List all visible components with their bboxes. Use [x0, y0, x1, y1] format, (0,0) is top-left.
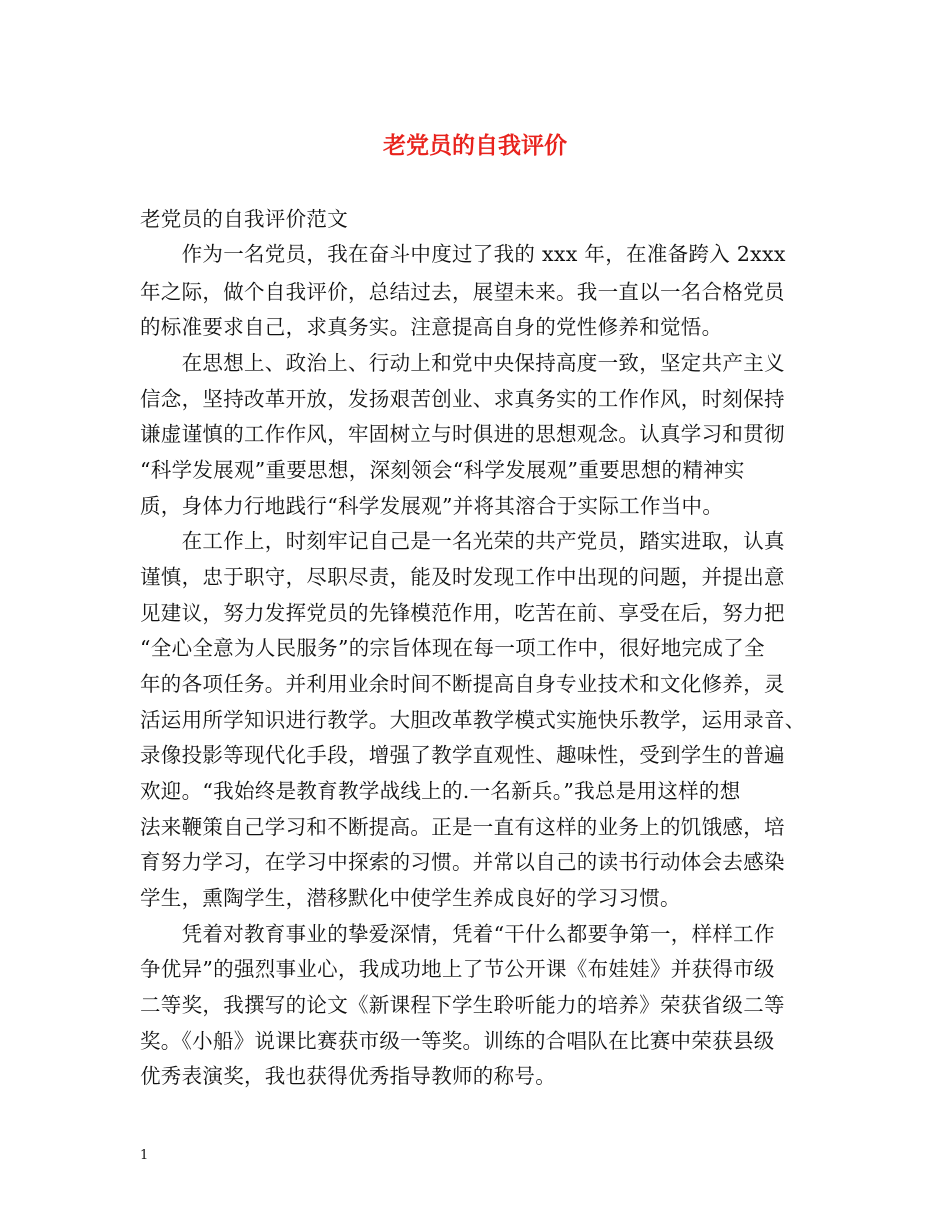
body-line: 谦虚谨慎的工作作风，牢固树立与时俱进的思想观念。认真学习和贯彻 [140, 422, 785, 446]
body-line: 质，身体力行地践行“科学发展观”并将其溶合于实际工作当中。 [140, 494, 724, 518]
body-line: 年之际，做个自我评价，总结过去，展望未来。我一直以一名合格党员 [140, 280, 785, 304]
body-line: “科学发展观”重要思想，深刻领会“科学发展观”重要思想的精神实 [140, 458, 745, 482]
body-line: 学生，熏陶学生，潜移默化中使学生养成良好的学习习惯。 [140, 886, 681, 910]
body-line: 欢迎。“我始终是教育教学战线上的.一名新兵。”我总是用这样的想 [140, 779, 741, 803]
body-line: 在工作上，时刻牢记自己是一名光荣的共产党员，踏实进取，认真 [140, 529, 785, 553]
body-line: 谨慎，忠于职守，尽职尽责，能及时发现工作中出现的问题，并提出意 [140, 565, 785, 589]
body-line: 法来鞭策自己学习和不断提高。正是一直有这样的业务上的饥饿感，培 [140, 815, 785, 839]
body-line: 优秀表演奖，我也获得优秀指导教师的称号。 [140, 1064, 556, 1088]
body-line: 奖。《小船》说课比赛获市级一等奖。训练的合唱队在比赛中荣获县级 [140, 1029, 775, 1053]
body-line: 凭着对教育事业的挚爱深情，凭着“干什么都要争第一，样样工作 [140, 922, 775, 946]
body-line: 二等奖，我撰写的论文《新课程下学生聆听能力的培养》荣获省级二等 [140, 993, 785, 1017]
document-subtitle: 老党员的自我评价范文 [140, 207, 348, 231]
body-line: 在思想上、政治上、行动上和党中央保持高度一致，坚定共产主义 [140, 351, 785, 375]
body-line: 信念，坚持改革开放，发扬艰苦创业、求真务实的工作作风，时刻保持 [140, 387, 785, 411]
body-line: 录像投影等现代化手段，增强了教学直观性、趣味性，受到学生的普遍 [140, 743, 785, 767]
body-line: 见建议，努力发挥党员的先锋模范作用，吃苦在前、享受在后，努力把 [140, 601, 785, 625]
body-line: 育努力学习，在学习中探索的习惯。并常以自己的读书行动体会去感染 [140, 850, 785, 874]
page-number: 1 [140, 1148, 149, 1163]
body-line: 的标准要求自己，求真务实。注意提高自身的党性修养和觉悟。 [140, 315, 723, 339]
document-title: 老党员的自我评价 [383, 132, 567, 159]
body-line: 作为一名党员，我在奋斗中度过了我的 xxx 年，在准备跨入 2xxx [140, 242, 786, 266]
body-line: “全心全意为人民服务”的宗旨体现在每一项工作中，很好地完成了全 [140, 636, 765, 660]
body-line: 年的各项任务。并利用业余时间不断提高自身专业技术和文化修养，灵 [140, 672, 785, 696]
body-line: 争优异”的强烈事业心，我成功地上了节公开课《布娃娃》并获得市级 [140, 957, 775, 981]
body-line: 活运用所学知识进行教学。大胆改革教学模式实施快乐教学，运用录音、 [140, 708, 806, 732]
